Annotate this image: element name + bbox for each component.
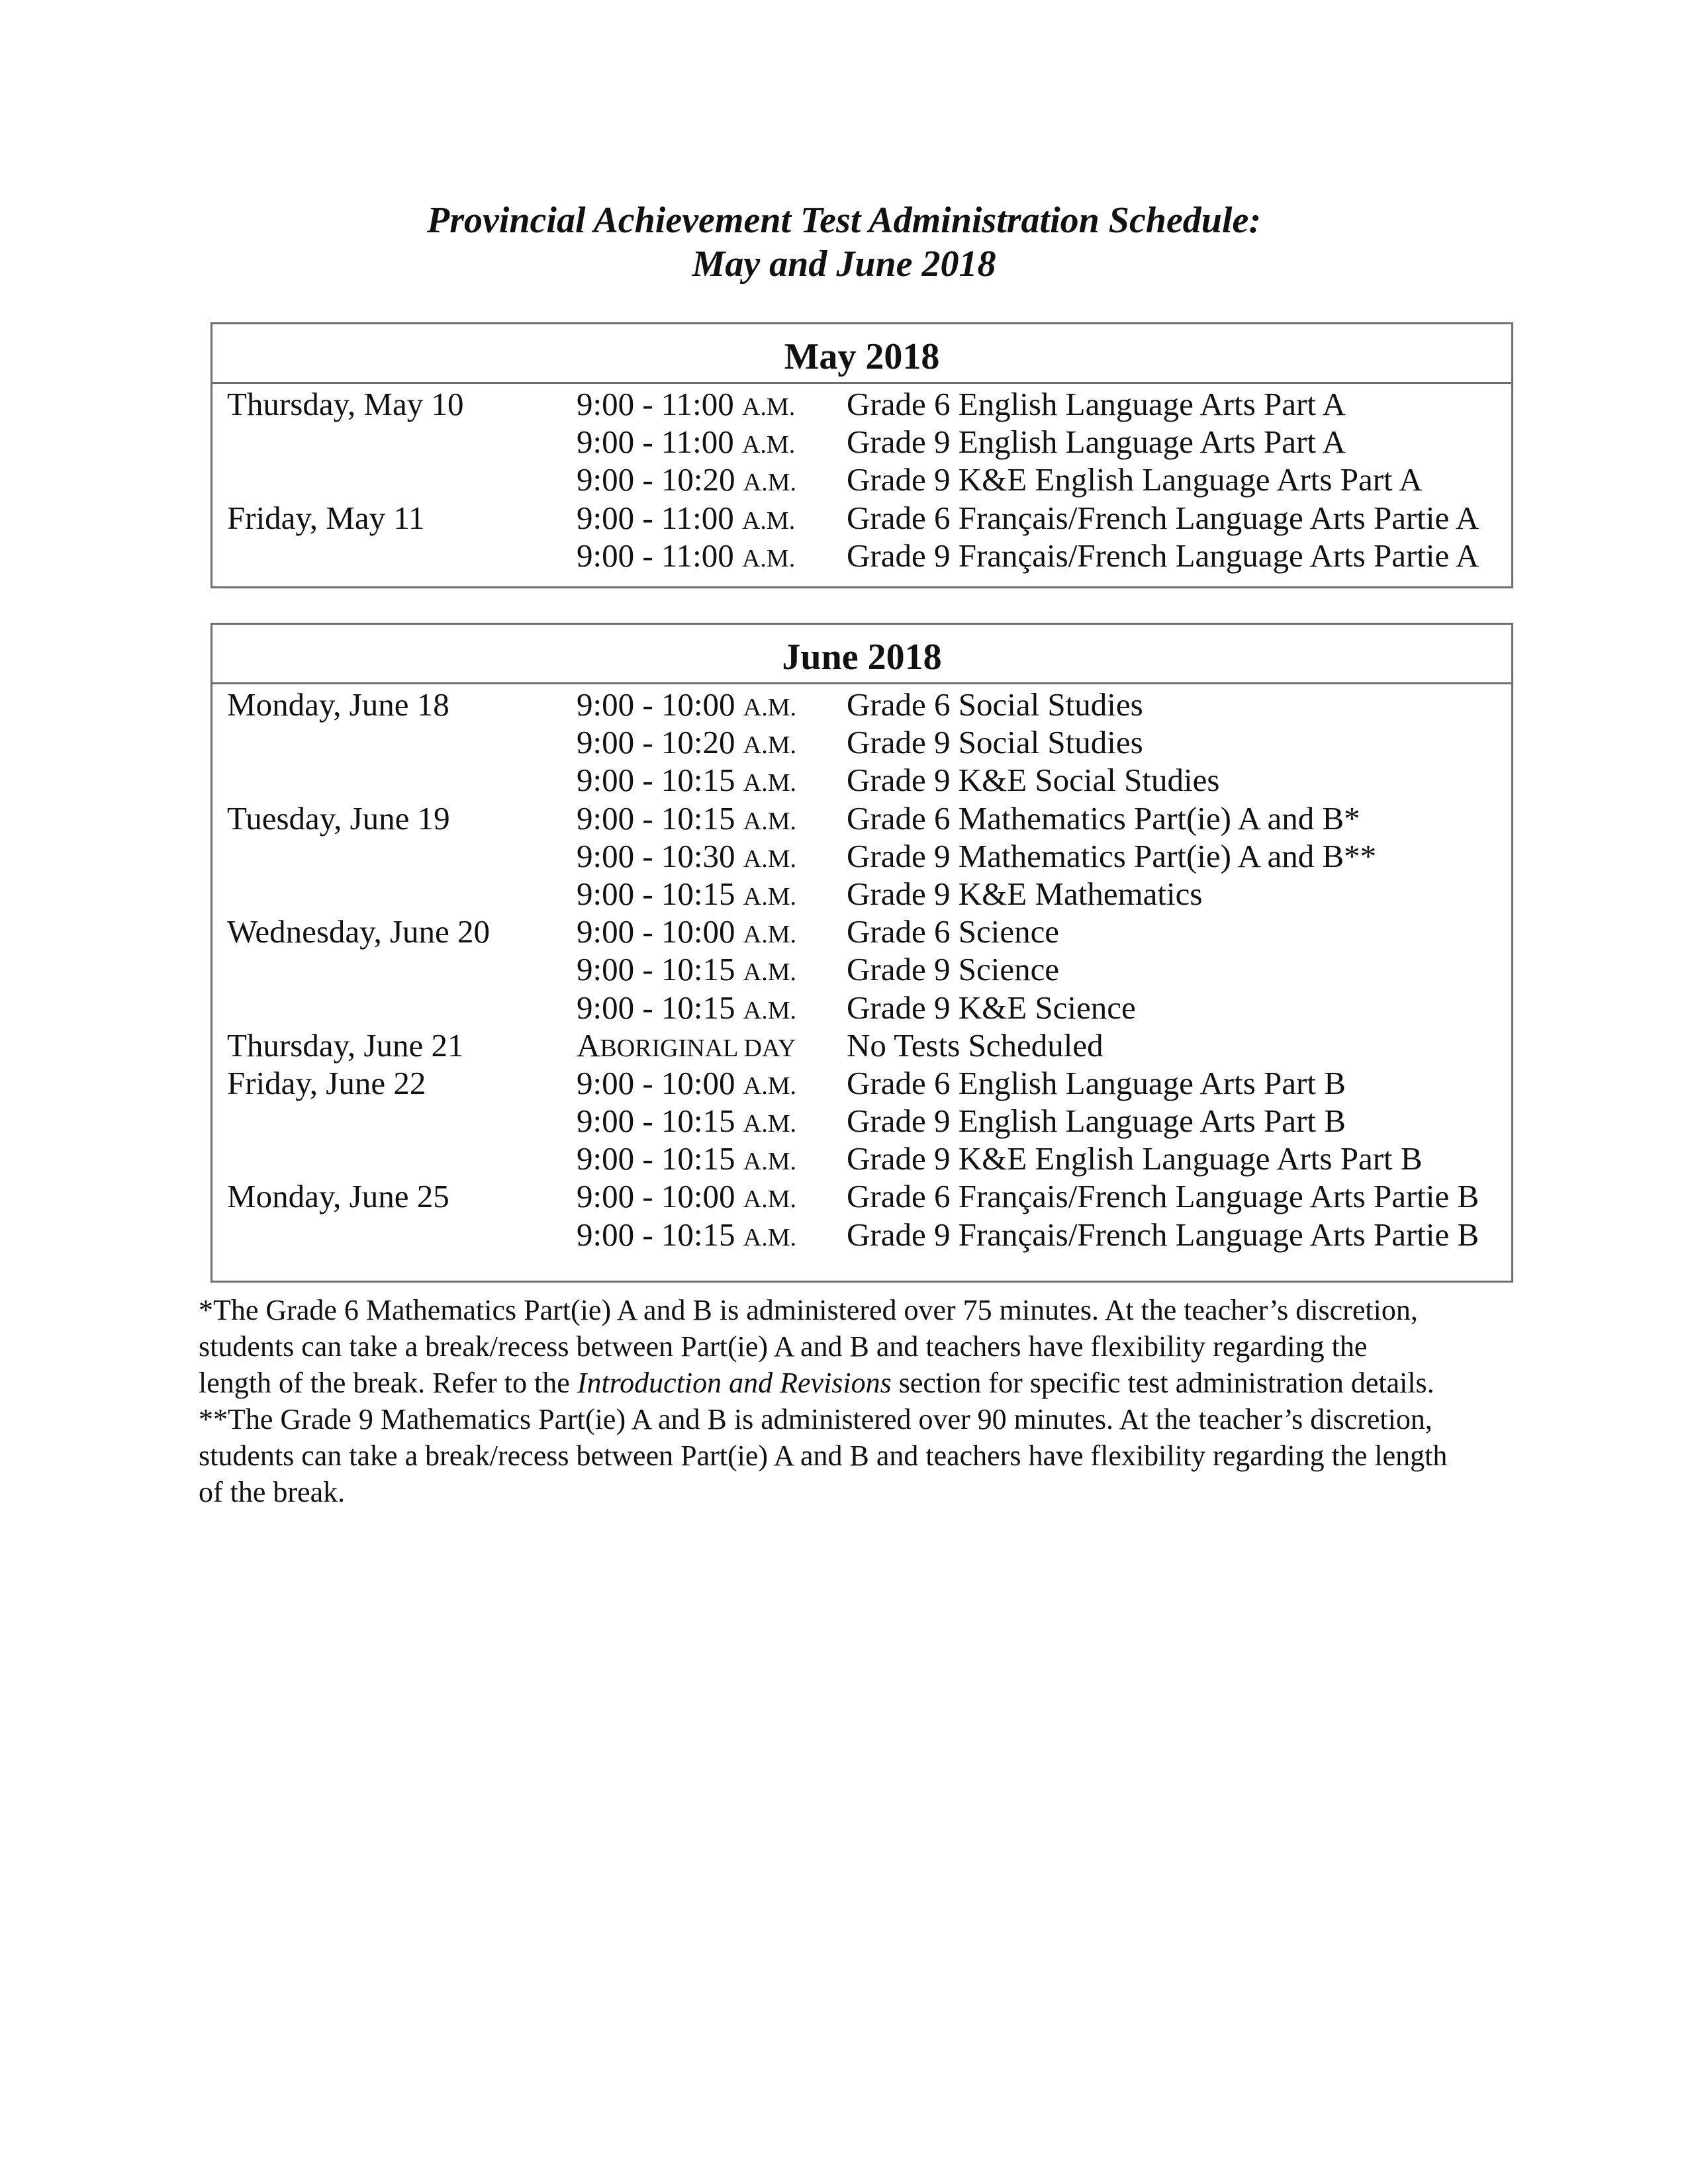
test-cell: Grade 9 K&E Science [847,989,1136,1026]
test-cell: Grade 6 Français/French Language Arts Partie A [847,499,1479,536]
table-row [212,837,1511,875]
test-cell: Grade 9 K&E English Language Arts Part B [847,1140,1423,1177]
table-row [212,761,1511,799]
table-row [212,686,1511,723]
test-cell: Grade 9 English Language Arts Part B [847,1103,1346,1140]
may-rows [212,384,1511,574]
test-cell: Grade 9 English Language Arts Part A [847,424,1346,461]
table-row [212,385,1511,423]
time-cell: 9:00 - 10:00 A.M. [577,686,797,723]
time-cell: 9:00 - 10:15 A.M. [577,1103,797,1140]
page-title: Provincial Achievement Test Administration Schedule: [426,200,1262,241]
time-cell: 9:00 - 11:00 A.M. [577,499,796,536]
test-cell: Grade 9 K&E Mathematics [847,875,1203,912]
day-cell: Friday, May 11 [227,499,425,536]
time-cell: 9:00 - 10:20 A.M. [577,724,797,761]
test-cell: Grade 6 Science [847,913,1060,950]
table-row [212,1140,1511,1177]
time-cell: 9:00 - 10:00 A.M. [577,1064,797,1101]
day-cell: Monday, June 18 [227,686,449,723]
test-cell: Grade 9 Français/French Language Arts Partie A [847,537,1479,574]
table-row [212,913,1511,950]
test-cell: Grade 6 Social Studies [847,686,1143,723]
time-cell: 9:00 - 10:15 A.M. [577,875,797,912]
table-row [212,423,1511,461]
test-cell: Grade 9 Science [847,951,1060,988]
table-row [212,1026,1511,1064]
test-cell: Grade 9 K&E Social Studies [847,762,1220,799]
june-rows [212,684,1511,1253]
test-cell: Grade 9 Mathematics Part(ie) A and B** [847,837,1377,874]
test-cell: Grade 9 Français/French Language Arts Partie B [847,1216,1479,1253]
time-cell: 9:00 - 10:00 A.M. [577,913,797,950]
table-row [212,989,1511,1026]
time-cell: ABORIGINAL DAY [577,1026,796,1064]
introduction-revisions-reference: Introduction and Revisions [577,1367,892,1399]
day-cell: Thursday, June 21 [227,1026,464,1064]
footnote-line: *The Grade 6 Mathematics Part(ie) A and B is administered over 75 minutes. At the teacher’s discretion, [199,1294,1418,1326]
time-cell: 9:00 - 10:15 A.M. [577,1140,797,1177]
june-header: June 2018 [212,625,1511,684]
time-cell: 9:00 - 10:30 A.M. [577,837,797,874]
table-row [212,875,1511,913]
day-cell: Wednesday, June 20 [227,913,491,950]
table-row [212,1177,1511,1215]
time-cell: 9:00 - 10:15 A.M. [577,951,797,988]
time-cell: 9:00 - 11:00 A.M. [577,424,796,461]
time-cell: 9:00 - 10:15 A.M. [577,762,797,799]
day-cell: Monday, June 25 [227,1178,449,1215]
test-cell: Grade 9 Social Studies [847,724,1143,761]
table-row [212,461,1511,498]
footnote-line: **The Grade 9 Mathematics Part(ie) A and B is administered over 90 minutes. At the teacher’s discretion, [199,1403,1432,1435]
time-cell: 9:00 - 11:00 A.M. [577,386,796,422]
footnote-line: of the break. [199,1476,346,1508]
june-schedule-table [211,623,1513,1283]
table-row [212,1216,1511,1253]
time-cell: 9:00 - 10:20 A.M. [577,461,797,498]
test-cell: Grade 6 Mathematics Part(ie) A and B* [847,799,1360,837]
day-cell: Thursday, May 10 [227,386,464,422]
table-row [212,950,1511,988]
test-cell: No Tests Scheduled [847,1026,1103,1064]
footnote-line: length of the break. Refer to the Introduction and Revisions section for specific test administration details. [199,1367,1434,1399]
table-row [212,723,1511,761]
time-cell: 9:00 - 11:00 A.M. [577,537,796,574]
time-cell: 9:00 - 10:15 A.M. [577,1216,797,1253]
table-row [212,1102,1511,1140]
test-cell: Grade 6 Français/French Language Arts Partie B [847,1178,1479,1215]
may-header: May 2018 [212,324,1511,384]
table-row [212,1064,1511,1102]
test-cell: Grade 6 English Language Arts Part A [847,386,1346,422]
test-cell: Grade 6 English Language Arts Part B [847,1064,1346,1101]
time-cell: 9:00 - 10:00 A.M. [577,1178,797,1215]
time-cell: 9:00 - 10:15 A.M. [577,989,797,1026]
day-cell: Friday, June 22 [227,1064,426,1101]
time-cell: 9:00 - 10:15 A.M. [577,799,797,837]
test-cell: Grade 9 K&E English Language Arts Part A [847,461,1423,498]
table-row [212,499,1511,537]
footnote-line: students can take a break/recess between Part(ie) A and B and teachers have flexibility regarding the length [199,1439,1448,1472]
footnotes [199,1292,1496,1510]
table-row [212,537,1511,574]
may-schedule-table [211,322,1513,588]
footnote-line: students can take a break/recess between Part(ie) A and B and teachers have flexibility regarding the [199,1330,1368,1363]
table-row [212,799,1511,837]
page-subtitle: May and June 2018 [692,244,996,285]
day-cell: Tuesday, June 19 [227,799,450,837]
